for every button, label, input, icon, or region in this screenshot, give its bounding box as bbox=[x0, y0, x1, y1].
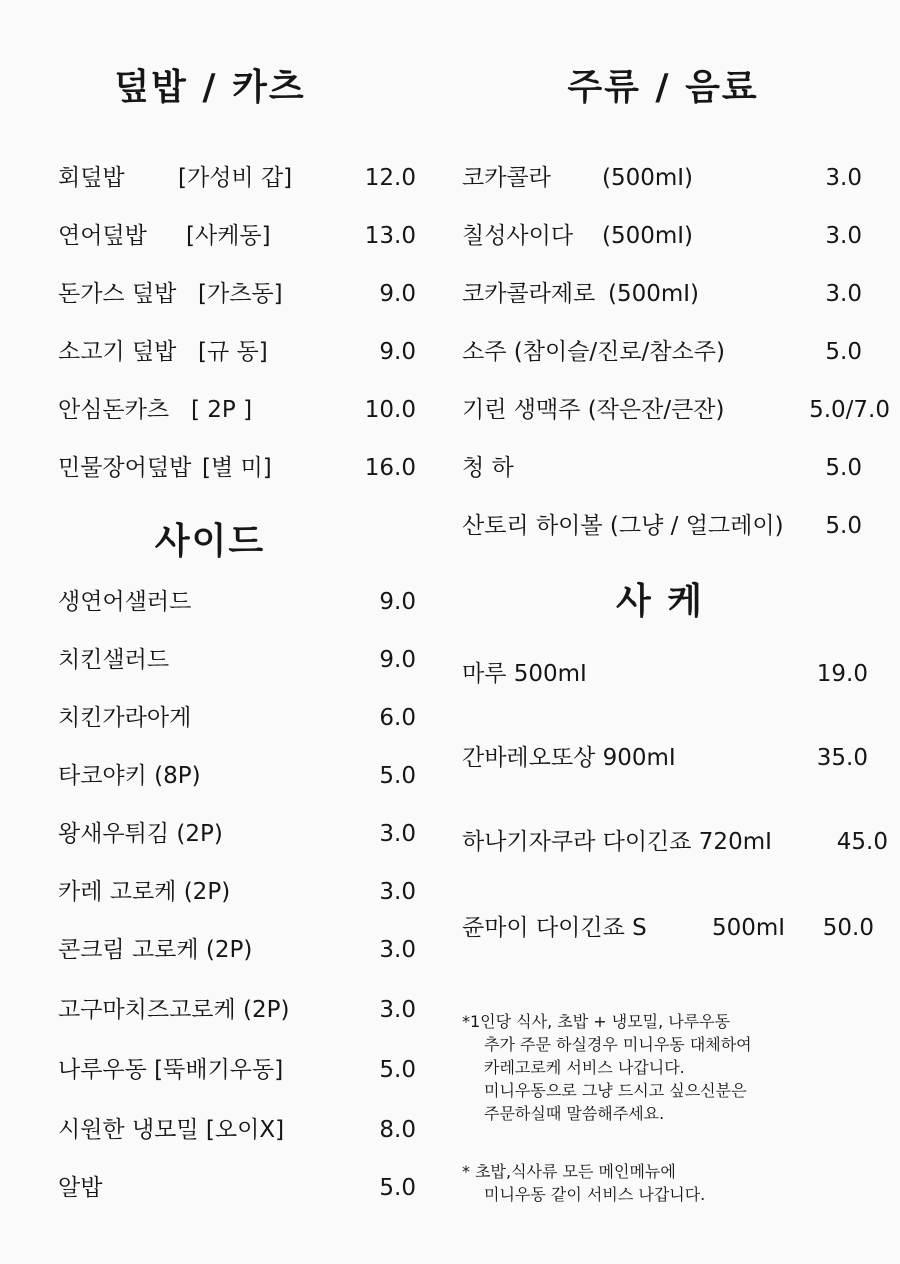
service-note bbox=[462, 1160, 705, 1206]
item-option: 500mI bbox=[712, 915, 786, 941]
item-option: (500mI) bbox=[602, 223, 694, 249]
item-name: 카레 고로케 (2P) bbox=[58, 879, 231, 905]
menu-item bbox=[58, 756, 428, 796]
menu-item bbox=[58, 216, 428, 256]
item-price: 9.0 bbox=[379, 647, 416, 673]
item-name: 타코야키 (8P) bbox=[58, 763, 201, 789]
item-name: 민물장어덮밥 bbox=[58, 455, 192, 481]
item-name: 소고기 덮밥 bbox=[58, 339, 177, 365]
item-name: 치킨샐러드 bbox=[58, 647, 170, 673]
menu-item bbox=[462, 274, 894, 314]
item-name: 산토리 하이볼 (그냥 / 얼그레이) bbox=[462, 513, 784, 539]
menu-item bbox=[58, 872, 428, 912]
note-line: * 초밥,식사류 모든 메인메뉴에 bbox=[462, 1162, 676, 1181]
menu-item bbox=[462, 216, 894, 256]
menu-item bbox=[58, 390, 428, 430]
menu-item bbox=[462, 654, 894, 694]
item-name: 돈가스 덮밥 bbox=[58, 281, 177, 307]
item-option: [가츠동] bbox=[198, 281, 283, 307]
item-price: 10.0 bbox=[364, 397, 416, 423]
item-price: 5.0 bbox=[379, 1175, 416, 1201]
item-price: 45.0 bbox=[836, 829, 888, 855]
item-price: 5.0 bbox=[825, 339, 862, 365]
menu-item bbox=[58, 158, 428, 198]
item-price: 5.0 bbox=[379, 763, 416, 789]
item-name: 칠성사이다 bbox=[462, 223, 574, 249]
menu-item bbox=[462, 822, 894, 862]
drinks-heading: 주류 / 음료 bbox=[567, 67, 759, 108]
item-name: 시원한 냉모밀 [오이X] bbox=[58, 1117, 285, 1143]
item-price: 5.0 bbox=[825, 455, 862, 481]
item-name: 코카콜라 bbox=[462, 165, 551, 191]
item-price: 3.0 bbox=[379, 821, 416, 847]
note-line: 미니우동 같이 서비스 나갑니다. bbox=[484, 1185, 706, 1204]
menu-item bbox=[58, 1050, 428, 1090]
item-name: 회덮밥 bbox=[58, 165, 125, 191]
item-price: 5.0 bbox=[825, 513, 862, 539]
menu-item bbox=[58, 930, 428, 970]
item-name: 왕새우튀김 (2P) bbox=[58, 821, 223, 847]
item-name: 알밥 bbox=[58, 1175, 103, 1201]
item-name: 쥰마이 다이긴죠 S bbox=[462, 915, 647, 941]
menu-item bbox=[58, 274, 428, 314]
item-name: 치킨가라아게 bbox=[58, 705, 192, 731]
item-name: 안심돈카츠 bbox=[58, 397, 170, 423]
item-price: 9.0 bbox=[379, 589, 416, 615]
item-name: 하나기자쿠라 다이긴죠 720mI bbox=[462, 829, 772, 855]
item-price: 50.0 bbox=[822, 915, 874, 941]
sake-heading: 사 케 bbox=[615, 581, 705, 622]
item-name: 생연어샐러드 bbox=[58, 589, 192, 615]
item-option: [사케동] bbox=[186, 223, 271, 249]
item-option: [가성비 갑] bbox=[178, 165, 293, 191]
item-price: 8.0 bbox=[379, 1117, 416, 1143]
menu-item bbox=[58, 990, 428, 1030]
item-name: 기린 생맥주 (작은잔/큰잔) bbox=[462, 397, 725, 423]
item-price: 9.0 bbox=[379, 281, 416, 307]
menu-item bbox=[462, 506, 894, 546]
item-price: 16.0 bbox=[364, 455, 416, 481]
note-line: 주문하실때 말씀해주세요. bbox=[484, 1104, 665, 1123]
item-price: 3.0 bbox=[379, 937, 416, 963]
menu-item bbox=[462, 390, 894, 430]
item-price: 35.0 bbox=[816, 745, 868, 771]
item-price: 5.0 bbox=[379, 1057, 416, 1083]
menu-item bbox=[58, 640, 428, 680]
item-option: [규 동] bbox=[198, 339, 268, 365]
menu-item bbox=[58, 698, 428, 738]
item-price: 3.0 bbox=[379, 879, 416, 905]
item-price: 12.0 bbox=[364, 165, 416, 191]
side-heading: 사이드 bbox=[154, 521, 266, 562]
item-name: 고구마치즈고로케 (2P) bbox=[58, 997, 290, 1023]
rice-bowl-katsu-heading: 덮밥 / 카츠 bbox=[114, 67, 306, 108]
menu-item bbox=[58, 582, 428, 622]
item-price: 6.0 bbox=[379, 705, 416, 731]
item-option: [ 2P ] bbox=[191, 397, 253, 423]
item-name: 청 하 bbox=[462, 455, 514, 481]
item-price: 3.0 bbox=[825, 281, 862, 307]
item-price: 9.0 bbox=[379, 339, 416, 365]
menu-item bbox=[58, 814, 428, 854]
item-price: 3.0 bbox=[379, 997, 416, 1023]
item-name: 코카콜라제로 bbox=[462, 281, 596, 307]
menu-item bbox=[462, 158, 894, 198]
item-price: 5.0/7.0 bbox=[809, 397, 890, 423]
item-price: 19.0 bbox=[816, 661, 868, 687]
menu-item bbox=[58, 332, 428, 372]
item-name: 연어덮밥 bbox=[58, 223, 147, 249]
item-price: 3.0 bbox=[825, 165, 862, 191]
item-name: 나루우동 [뚝배기우동] bbox=[58, 1057, 284, 1083]
item-price: 13.0 bbox=[364, 223, 416, 249]
note-line: 추가 주문 하실경우 미니우동 대체하여 bbox=[484, 1035, 752, 1054]
item-option: [별 미] bbox=[202, 455, 272, 481]
menu-item bbox=[462, 738, 894, 778]
note-line: *1인당 식사, 초밥 + 냉모밀, 나루우동 bbox=[462, 1012, 731, 1031]
item-option: (500mI) bbox=[608, 281, 700, 307]
menu-item bbox=[462, 332, 894, 372]
item-price: 3.0 bbox=[825, 223, 862, 249]
service-note bbox=[462, 1010, 752, 1125]
item-option: (500mI) bbox=[602, 165, 694, 191]
item-name: 콘크림 고로케 (2P) bbox=[58, 937, 253, 963]
item-name: 마루 500mI bbox=[462, 661, 587, 687]
menu-item bbox=[58, 1110, 428, 1150]
menu-item bbox=[58, 1168, 428, 1208]
item-name: 소주 (참이슬/진로/참소주) bbox=[462, 339, 725, 365]
menu-item bbox=[462, 448, 894, 488]
item-name: 간바레오또상 900mI bbox=[462, 745, 676, 771]
note-line: 카레고로케 서비스 나갑니다. bbox=[484, 1058, 685, 1077]
menu-item bbox=[462, 908, 894, 948]
note-line: 미니우동으로 그냥 드시고 싶으신분은 bbox=[484, 1081, 747, 1100]
menu-item bbox=[58, 448, 428, 488]
